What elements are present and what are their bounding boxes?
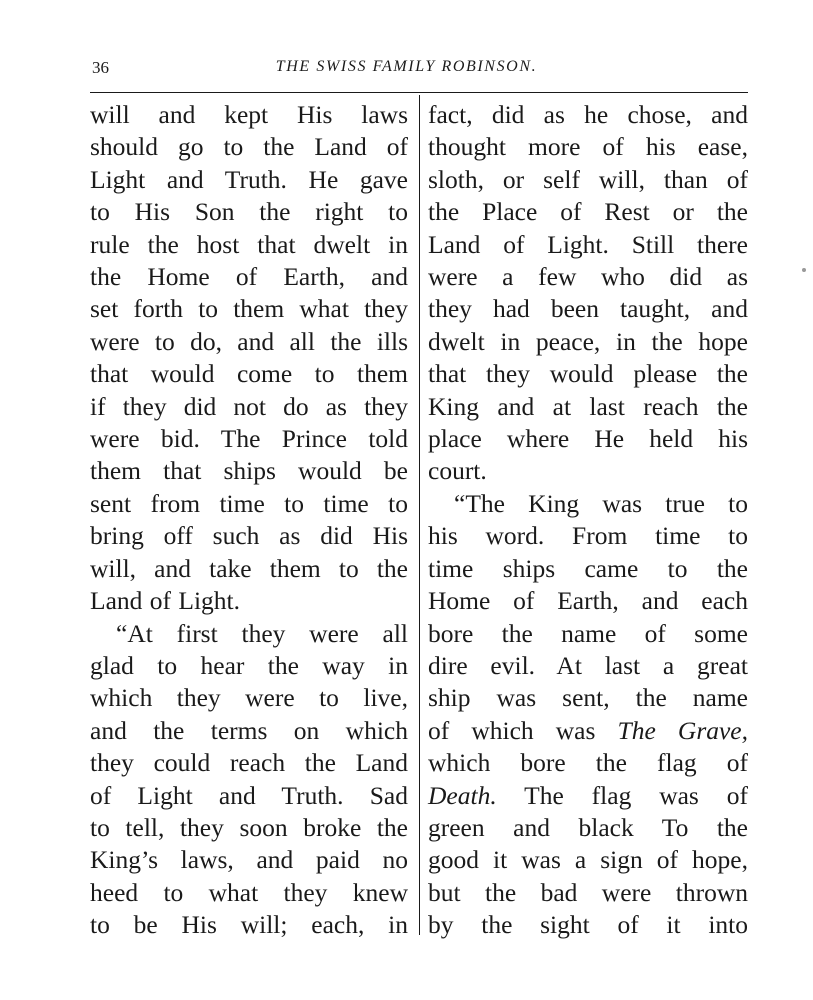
text-line: which bore the flag of — [428, 748, 748, 778]
text-line: them that ships would be — [90, 456, 408, 486]
text-line: to be His will; each, in — [90, 910, 408, 940]
text-line: set forth to them what they — [90, 294, 408, 324]
text-line: will and kept His laws — [90, 100, 408, 129]
paragraph-start-line: “At first they were all — [116, 618, 408, 648]
text-line: fact, did as he chose, and — [428, 100, 748, 129]
text-line: place where He held his — [428, 424, 748, 454]
text-line: his word. From time to — [428, 521, 748, 551]
text-fragment: The flag was of — [524, 780, 748, 810]
text-line: will, and take them to the — [90, 553, 408, 583]
text-line: the Place of Rest or the — [428, 197, 748, 227]
text-line: should go to the Land of — [90, 132, 408, 162]
text-line: sloth, or self will, than of — [428, 164, 748, 194]
text-line: time ships came to the — [428, 553, 748, 583]
text-line: that they would please the — [428, 359, 748, 389]
paragraph-end-line: court. — [428, 456, 487, 486]
text-line: they could reach the Land — [90, 748, 408, 778]
text-line: but the bad were thrown — [428, 877, 748, 907]
text-line: bring off such as did His — [90, 521, 408, 551]
text-line: if they did not do as they — [90, 391, 408, 421]
text-line: by the sight of it into — [428, 910, 748, 940]
column-divider — [419, 95, 420, 935]
text-line: green and black To the — [428, 812, 748, 842]
text-line: thought more of his ease, — [428, 132, 748, 162]
text-line: the Home of Earth, and — [90, 262, 408, 292]
text-line: to His Son the right to — [90, 197, 408, 227]
text-line: which they were to live, — [90, 683, 408, 713]
text-line-with-title — [428, 715, 748, 747]
running-title: THE SWISS FAMILY ROBINSON. — [275, 58, 538, 75]
text-line: they had been taught, and — [428, 294, 748, 324]
text-line: were bid. The Prince told — [90, 424, 408, 454]
paragraph-end-line: Land of Light. — [90, 586, 241, 616]
text-line: Light and Truth. He gave — [90, 164, 408, 194]
text-line: and the terms on which — [90, 715, 408, 745]
text-line: were a few who did as — [428, 262, 748, 292]
text-line: dwelt in peace, in the hope — [428, 326, 748, 356]
text-line: good it was a sign of hope, — [428, 845, 748, 875]
text-line: King and at last reach the — [428, 391, 748, 421]
text-line: of Light and Truth. Sad — [90, 780, 408, 810]
text-line-with-title — [428, 780, 748, 812]
text-line: Home of Earth, and each — [428, 586, 748, 616]
text-line: rule the host that dwelt in — [90, 229, 408, 259]
italic-ship-name: The Grave, — [617, 715, 749, 745]
text-line: to tell, they soon broke the — [90, 812, 408, 842]
italic-flag-name: Death. — [428, 780, 497, 810]
left-column — [90, 99, 408, 942]
text-line: King’s laws, and paid no — [90, 845, 408, 875]
text-line: bore the name of some — [428, 618, 748, 648]
text-line: heed to what they knew — [90, 877, 408, 907]
paragraph-start-line: “The King was true to — [454, 488, 748, 518]
text-line: were to do, and all the ills — [90, 326, 408, 356]
text-line: ship was sent, the name — [428, 683, 748, 713]
text-fragment: of which was — [428, 715, 596, 745]
text-line: Land of Light. Still there — [428, 229, 748, 259]
text-line: dire evil. At last a great — [428, 650, 748, 680]
page-number: 36 — [92, 58, 109, 77]
text-line: that would come to them — [90, 359, 408, 389]
header-rule — [90, 92, 748, 93]
text-line: sent from time to time to — [90, 488, 408, 518]
text-line: glad to hear the way in — [90, 650, 408, 680]
ink-speck — [802, 268, 806, 272]
right-column — [428, 99, 748, 942]
